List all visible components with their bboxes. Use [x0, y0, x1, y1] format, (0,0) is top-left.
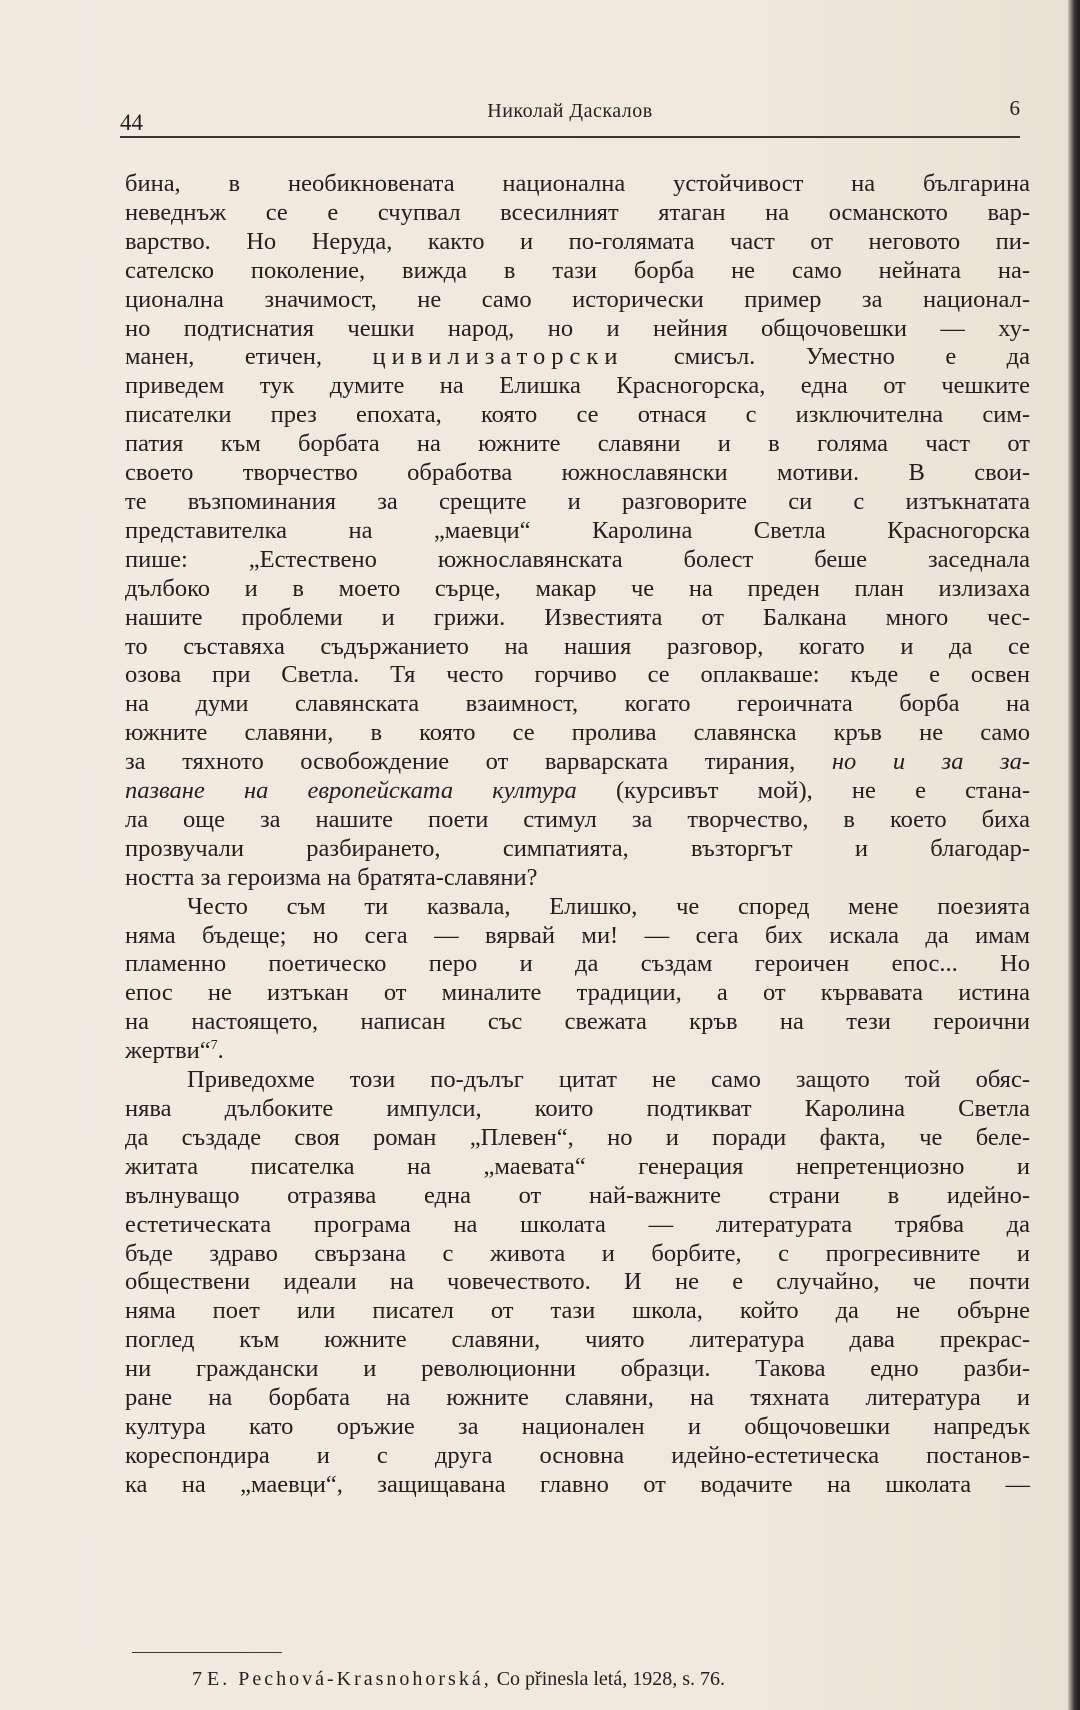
- text-line: ка на „маевци“, защищавана главно от водачите на школата —: [125, 1470, 1030, 1498]
- text-line: на думи славянската взаимност, когато героичната борба на: [125, 690, 1030, 718]
- text-line: пише: „Естествено южнославянската болест беше заседнала: [125, 545, 1030, 573]
- page-edge-shadow: [1068, 0, 1080, 1710]
- text-line: няма поет или писател от тази школа, който да не обърне: [125, 1297, 1030, 1325]
- footnote-source: Co přinesla letá, 1928, s. 76.: [496, 1668, 726, 1690]
- text-line: то съставяха съдържанието на нашия разговор, когато и да се: [125, 632, 1030, 660]
- text-line: ла още за нашите поети стимул за творчество, в което биха: [125, 805, 1030, 833]
- text-line: житата писателка на „маевата“ генерация непретенциозно и: [125, 1152, 1030, 1180]
- footnote: [192, 1668, 725, 1691]
- text-line: писателки през епохата, която се отнася с изключителна сим-: [125, 401, 1030, 429]
- text-fragment: смисъл. Уместно е да: [673, 343, 1031, 371]
- text-line: пламенно поетическо перо и да създам героичен епос... Но: [125, 950, 1030, 978]
- text-line: южните славяни, в която се пролива славянска кръв не само: [125, 719, 1030, 747]
- text-fragment: .: [217, 1037, 224, 1065]
- text-line: дълбоко и в моето сърце, макар че на преден план излизаха: [125, 574, 1030, 602]
- text-line: ни граждански и революционни образци. Такова едно разби-: [125, 1355, 1030, 1383]
- footnote-number: 7: [192, 1668, 202, 1690]
- text-line: естетическата програма на школата — литературата трябва да: [125, 1210, 1030, 1238]
- text-line: [125, 1037, 1030, 1066]
- text-line: сателско поколение, вижда в тази борба не само нейната на-: [125, 256, 1030, 284]
- text-line: Често съм ти казвала, Елишко, че според мене поезията: [187, 892, 1030, 920]
- text-line: няма бъдеще; но сега — вярвай ми! — сега бих искала да имам: [125, 921, 1030, 949]
- text-line: обществени идеали на човечеството. И не е случайно, че почти: [125, 1268, 1030, 1296]
- text-line: да създаде своя роман „Плевен“, но и поради факта, че беле-: [125, 1123, 1030, 1151]
- text-line: ността за героизма на братята-славяни?: [125, 863, 538, 891]
- text-line: бина, в необикновената национална устойчивост на българина: [125, 170, 1030, 197]
- text-fragment: (курсивът мой), не е стана-: [615, 777, 1030, 805]
- text-line: бъде здраво свързана с живота и борбите, с прогресивните и: [125, 1239, 1030, 1267]
- text-line: [125, 748, 1030, 777]
- footnote-marker: 7: [210, 1038, 218, 1054]
- text-fragment: манен, етичен,: [125, 343, 323, 371]
- text-line: [125, 343, 1030, 372]
- footnote-author: E. Pechová-Krasnohorská,: [207, 1668, 492, 1690]
- page-number: 44: [120, 110, 143, 135]
- text-line: нява дълбоките импулси, които подтикват Каролина Светла: [125, 1095, 1030, 1122]
- text-line: кореспондира и с друга основна идейно-естетическа постанов-: [125, 1441, 1030, 1469]
- footnote-rule: [132, 1652, 282, 1653]
- text-line: представителка на „маевци“ Каролина Светла Красногорска: [125, 516, 1030, 544]
- text-fragment: жертви“: [125, 1037, 211, 1065]
- section-number: 6: [1009, 96, 1020, 120]
- text-line: те възпоминания за срещите и разговорите си с изтъкнатата: [125, 487, 1030, 515]
- text-line: вълнуващо отразява една от най-важните страни в идейно-: [125, 1181, 1030, 1209]
- text-line: озова при Светла. Тя често горчиво се оплакваше: къде е освен: [125, 661, 1030, 689]
- text-line: епос не изтъкан от миналите традиции, а от кървавата истина: [125, 979, 1030, 1007]
- text-line: Приведохме този по-дълъг цитат не само защото той обяс-: [187, 1066, 1030, 1094]
- text-line: но подтиснатия чешки народ, но и нейния общочовешки — ху-: [125, 314, 1030, 342]
- running-title: Николай Даскалов: [487, 100, 653, 122]
- text-line: патия към борбата на южните славяни и в голяма част от: [125, 430, 1030, 458]
- text-line: неведнъж се е счупвал всесилният ятаган на османското вар-: [125, 198, 1030, 226]
- text-line: [125, 777, 1030, 806]
- body-text: [125, 170, 1030, 1500]
- page-header: [120, 96, 1020, 140]
- spaced-emphasis: цивилизаторски: [372, 343, 624, 371]
- text-line: варство. Но Неруда, както и по-голямата част от неговото пи-: [125, 227, 1030, 255]
- italic-emphasis: пазване на европейската култура: [125, 777, 577, 805]
- text-line: своето творчество обработва южнославянски мотиви. В свои-: [125, 459, 1030, 487]
- header-rule: [120, 136, 1020, 138]
- text-line: култура като оръжие за национален и общочовешки напредък: [125, 1412, 1030, 1440]
- text-line: нашите проблеми и грижи. Известията от Балкана много чес-: [125, 603, 1030, 631]
- text-line: прозвучали разбирането, симпатията, възторгът и благодар-: [125, 834, 1030, 862]
- text-fragment: за тяхното освобождение от варварската тирания,: [125, 748, 796, 776]
- text-line: ционална значимост, не само исторически пример за национал-: [125, 285, 1030, 313]
- text-line: поглед към южните славяни, чиято литература дава прекрас-: [125, 1326, 1030, 1354]
- italic-emphasis: но и за за-: [831, 748, 1030, 776]
- text-line: ране на борбата на южните славяни, на тяхната литература и: [125, 1384, 1030, 1412]
- text-line: на настоящето, написан със свежата кръв на тези героични: [125, 1008, 1030, 1036]
- text-line: приведем тук думите на Елишка Красногорска, една от чешките: [125, 372, 1030, 400]
